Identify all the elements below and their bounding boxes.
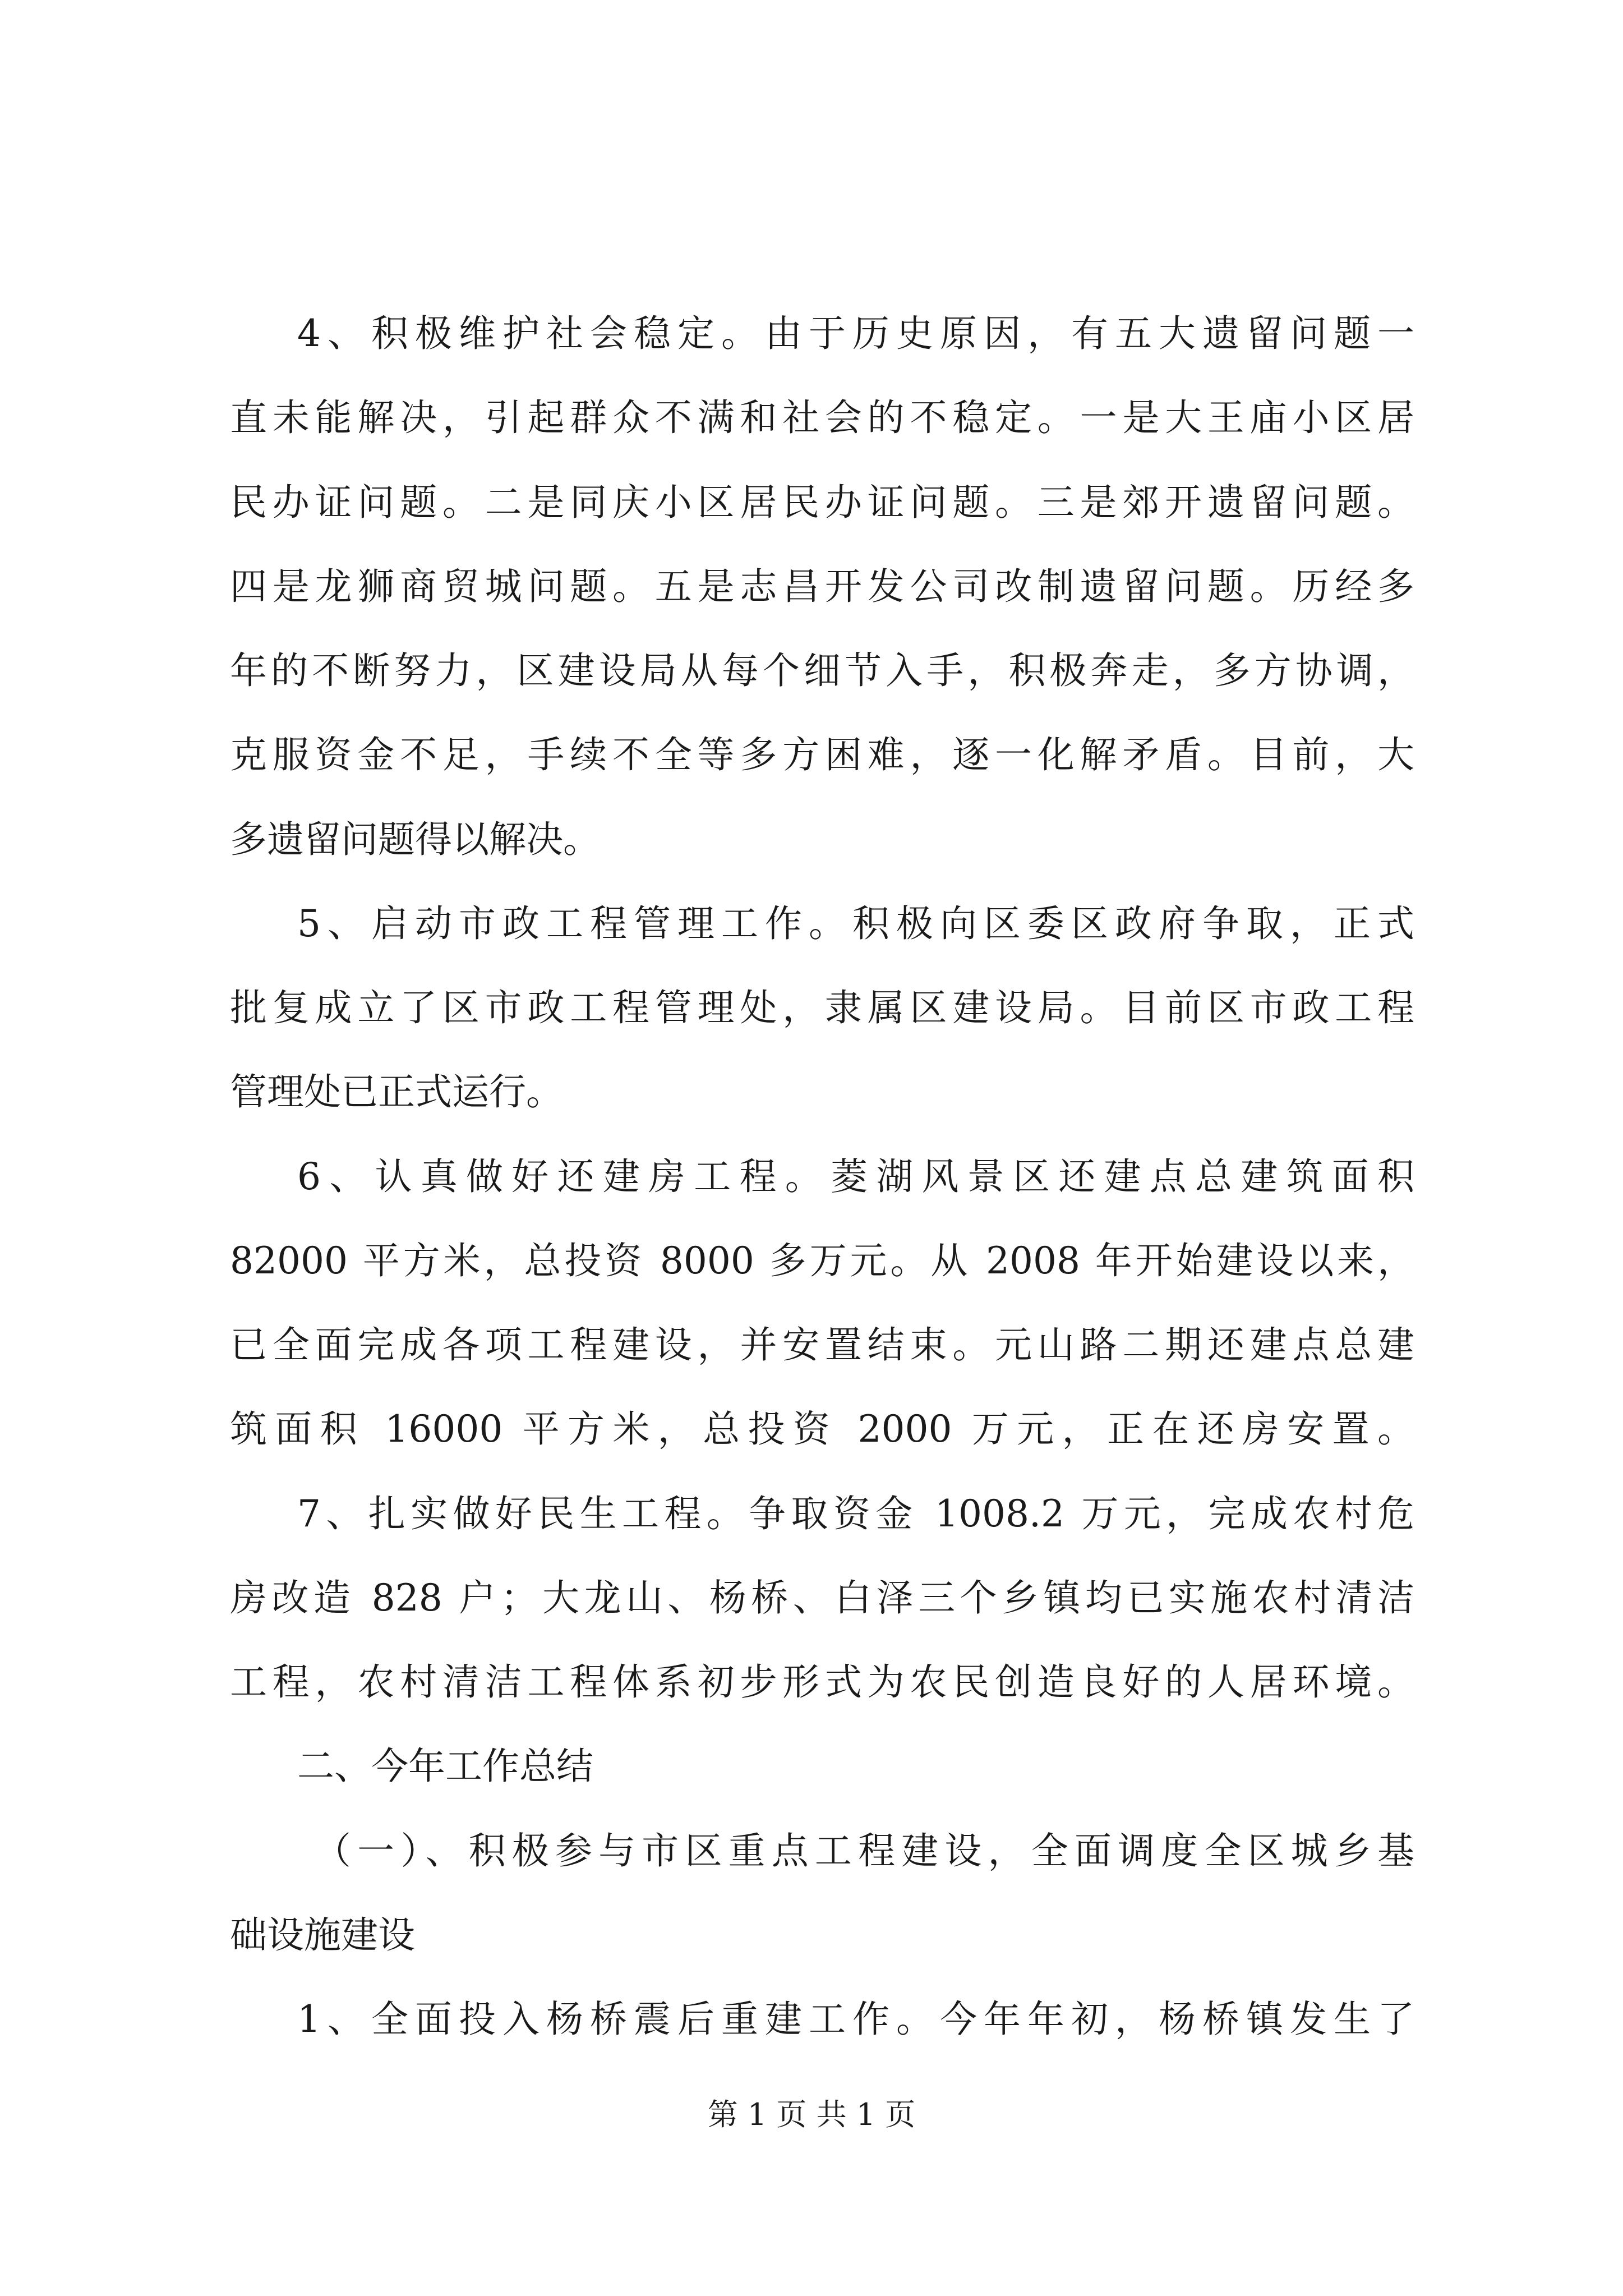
document-line: 年的不断努力，区建设局从每个细节入手，积极奔走，多方协调，	[230, 649, 1414, 692]
document-line: 82000 平方米，总投资 8000 多万元。从 2008 年开始建设以来，	[230, 1239, 1414, 1282]
document-line: 5、启动市政工程管理工作。积极向区委区政府争取，正式	[297, 902, 1414, 945]
document-line: 7、扎实做好民生工程。争取资金 1008.2 万元，完成农村危	[297, 1492, 1414, 1535]
document-line: 四是龙狮商贸城问题。五是志昌开发公司改制遗留问题。历经多	[230, 565, 1414, 608]
document-line: 房改造 828 户；大龙山、杨桥、白泽三个乡镇均已实施农村清洁	[230, 1576, 1414, 1619]
document-line: 克服资金不足，手续不全等多方困难，逐一化解矛盾。目前，大	[230, 733, 1414, 776]
document-line: 直未能解决，引起群众不满和社会的不稳定。一是大王庙小区居	[230, 396, 1414, 439]
document-line: 工程，农村清洁工程体系初步形式为农民创造良好的人居环境。	[230, 1660, 1414, 1704]
document-line: 1、全面投入杨桥震后重建工作。今年年初，杨桥镇发生了	[297, 1998, 1414, 2041]
document-line: 4、积极维护社会稳定。由于历史原因，有五大遗留问题一	[297, 312, 1414, 355]
document-line: 民办证问题。二是同庆小区居民办证问题。三是郊开遗留问题。	[230, 481, 1414, 524]
document-line: 筑面积 16000 平方米，总投资 2000 万元，正在还房安置。	[230, 1407, 1414, 1451]
document-line: 础设施建设	[230, 1913, 415, 1957]
document-line: 二、今年工作总结	[297, 1745, 593, 1788]
document-line: 多遗留问题得以解决。	[230, 818, 600, 861]
document-line: 管理处已正式运行。	[230, 1070, 563, 1114]
document-line: 已全面完成各项工程建设，并安置结束。元山路二期还建点总建	[230, 1323, 1414, 1366]
document-line: 批复成立了区市政工程管理处，隶属区建设局。目前区市政工程	[230, 986, 1414, 1029]
page-footer: 第 1 页 共 1 页	[707, 2097, 916, 2132]
document-line: （一）、积极参与市区重点工程建设，全面调度全区城乡基	[314, 1829, 1414, 1872]
document-line: 6、认真做好还建房工程。菱湖风景区还建点总建筑面积	[297, 1155, 1414, 1198]
